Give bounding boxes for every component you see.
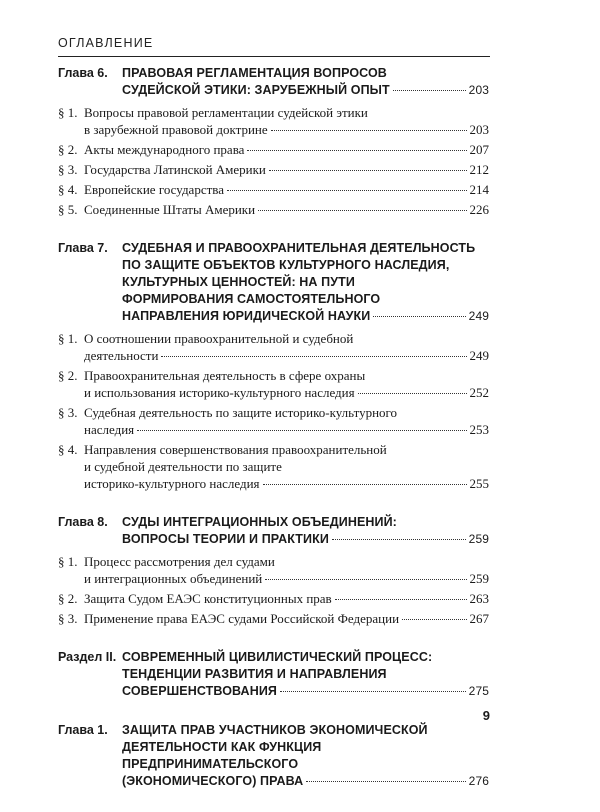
chapter-title (122, 722, 489, 790)
chapter-title-line: СОВЕРШЕНСТВОВАНИЯ (122, 684, 277, 698)
chapter-label: Глава 8. (58, 515, 108, 529)
dot-leader (137, 430, 466, 431)
chapter-page-number: 259 (468, 532, 489, 546)
chapter-title-line: ПРЕДПРИНИМАТЕЛЬСКОГО (122, 757, 299, 771)
header-rule (58, 56, 490, 57)
chapter-page-number: 249 (468, 309, 489, 323)
section-number: § 2. (58, 142, 78, 157)
chapter-title (122, 649, 489, 700)
dot-leader (271, 130, 467, 131)
chapter-title-line: (ЭКОНОМИЧЕСКОГО) ПРАВА (122, 774, 304, 788)
dot-leader (306, 781, 465, 782)
chapter-title-line: ФОРМИРОВАНИЯ САМОСТОЯТЕЛЬНОГО (122, 292, 381, 306)
toc-section-entry[interactable] (58, 590, 489, 607)
toc-block (58, 65, 489, 218)
dot-leader (280, 691, 466, 692)
section-number: § 3. (58, 405, 78, 420)
chapter-page-number: 203 (468, 83, 489, 97)
dot-leader (265, 579, 466, 580)
toc-section-entry[interactable] (58, 104, 489, 138)
chapter-title-line: ЗАЩИТА ПРАВ УЧАСТНИКОВ ЭКОНОМИЧЕСКОЙ (122, 723, 428, 737)
toc-section-entry[interactable] (58, 330, 489, 364)
section-page-number: 249 (469, 348, 489, 363)
chapter-title-line: ТЕНДЕНЦИИ РАЗВИТИЯ И НАПРАВЛЕНИЯ (122, 667, 387, 681)
toc-section-entry[interactable] (58, 404, 489, 438)
section-number: § 1. (58, 554, 78, 569)
section-title-line: Процесс рассмотрения дел судами (84, 554, 275, 569)
toc-block (58, 514, 489, 627)
section-title-line: Применение права ЕАЭС судами Российской Федерации (84, 611, 400, 626)
chapter-title-line: ПО ЗАЩИТЕ ОБЪЕКТОВ КУЛЬТУРНОГО НАСЛЕДИЯ, (122, 258, 450, 272)
toc-section-entry[interactable] (58, 553, 489, 587)
table-of-contents (58, 65, 489, 812)
section-title-line: Судебная деятельность по защите историко-культурного (84, 405, 398, 420)
toc-section-entry[interactable] (58, 441, 489, 492)
section-page-number: 212 (469, 162, 489, 177)
toc-chapter-entry[interactable] (58, 649, 489, 700)
chapter-label: Глава 6. (58, 66, 108, 80)
dot-leader (269, 170, 467, 171)
section-title-line: Соединенные Штаты Америки (84, 202, 256, 217)
section-title-line: Вопросы правовой регламентации судейской этики (84, 105, 368, 120)
dot-leader (258, 210, 466, 211)
section-title-line: и интеграционных объединений (84, 571, 263, 586)
page-number: 9 (482, 708, 490, 723)
toc-section-entry[interactable] (58, 367, 489, 401)
dot-leader (373, 316, 465, 317)
toc-section-entry[interactable] (58, 201, 489, 218)
section-title-line: Правоохранительная деятельность в сфере охраны (84, 368, 366, 383)
section-page-number: 263 (469, 591, 489, 606)
toc-block (58, 240, 489, 492)
section-page-number: 267 (469, 611, 489, 626)
section-title-line: наследия (84, 422, 135, 437)
section-page-number: 253 (469, 422, 489, 437)
chapter-title (122, 65, 489, 99)
chapter-title-line: СУДЫ ИНТЕГРАЦИОННЫХ ОБЪЕДИНЕНИЙ: (122, 515, 397, 529)
toc-section-entry[interactable] (58, 141, 489, 158)
chapter-page-number: 276 (468, 774, 489, 788)
chapter-title-line: ВОПРОСЫ ТЕОРИИ И ПРАКТИКИ (122, 532, 329, 546)
chapter-label: Раздел II. (58, 650, 117, 664)
section-title-line: историко-культурного наследия (84, 476, 260, 491)
toc-section-entry[interactable] (58, 181, 489, 198)
dot-leader (358, 393, 467, 394)
dot-leader (227, 190, 466, 191)
chapter-label: Глава 1. (58, 723, 108, 737)
section-page-number: 252 (469, 385, 489, 400)
toc-chapter-entry[interactable] (58, 65, 489, 99)
section-number: § 1. (58, 105, 78, 120)
section-page-number: 226 (469, 202, 489, 217)
section-title-line: Акты международного права (84, 142, 245, 157)
section-number: § 1. (58, 331, 78, 346)
section-title-line: Европейские государства (84, 182, 225, 197)
chapter-title-line: КУЛЬТУРНЫХ ЦЕННОСТЕЙ: НА ПУТИ (122, 275, 355, 289)
section-page-number: 255 (469, 476, 489, 491)
toc-chapter-entry[interactable] (58, 722, 489, 790)
section-page-number: 259 (469, 571, 489, 586)
chapter-label: Глава 7. (58, 241, 108, 255)
section-title-line: и использования историко-культурного наследия (84, 385, 355, 400)
toc-chapter-entry[interactable] (58, 514, 489, 548)
toc-block (58, 722, 489, 790)
dot-leader (247, 150, 466, 151)
chapter-title-line: СУДЕБНАЯ И ПРАВООХРАНИТЕЛЬНАЯ ДЕЯТЕЛЬНОСТЬ (122, 241, 476, 255)
chapter-title-line: СУДЕЙСКОЙ ЭТИКИ: ЗАРУБЕЖНЫЙ ОПЫТ (122, 83, 390, 97)
chapter-title-line: НАПРАВЛЕНИЯ ЮРИДИЧЕСКОЙ НАУКИ (122, 309, 371, 323)
section-title-line: Защита Судом ЕАЭС конституционных прав (84, 591, 332, 606)
section-number: § 3. (58, 162, 78, 177)
chapter-title-line: ДЕЯТЕЛЬНОСТИ КАК ФУНКЦИЯ (122, 740, 322, 754)
section-number: § 2. (58, 368, 78, 383)
section-page-number: 207 (469, 142, 489, 157)
dot-leader (402, 619, 466, 620)
chapter-title-line: ПРАВОВАЯ РЕГЛАМЕНТАЦИЯ ВОПРОСОВ (122, 66, 387, 80)
section-page-number: 203 (469, 122, 489, 137)
section-page-number: 214 (469, 182, 489, 197)
section-number: § 4. (58, 182, 78, 197)
section-title-line: Направления совершенствования правоохранительной (84, 442, 387, 457)
running-head: ОГЛАВЛЕНИЕ (58, 36, 154, 50)
chapter-title-line: СОВРЕМЕННЫЙ ЦИВИЛИСТИЧЕСКИЙ ПРОЦЕСС: (122, 650, 433, 664)
dot-leader (335, 599, 467, 600)
section-number: § 2. (58, 591, 78, 606)
toc-section-entry[interactable] (58, 161, 489, 178)
toc-section-entry[interactable] (58, 610, 489, 627)
dot-leader (161, 356, 466, 357)
dot-leader (263, 484, 467, 485)
dot-leader (393, 90, 466, 91)
toc-chapter-entry[interactable] (58, 240, 489, 325)
section-number: § 5. (58, 202, 78, 217)
chapter-title (122, 514, 489, 548)
section-title-line: и судебной деятельности по защите (84, 459, 282, 474)
section-title-line: О соотношении правоохранительной и судебной (84, 331, 354, 346)
chapter-page-number: 275 (468, 684, 489, 698)
dot-leader (332, 539, 466, 540)
section-title-line: деятельности (84, 348, 159, 363)
section-number: § 4. (58, 442, 78, 457)
toc-block (58, 649, 489, 700)
section-title-line: в зарубежной правовой доктрине (84, 122, 268, 137)
section-title-line: Государства Латинской Америки (84, 162, 266, 177)
section-number: § 3. (58, 611, 78, 626)
chapter-title (122, 240, 489, 325)
